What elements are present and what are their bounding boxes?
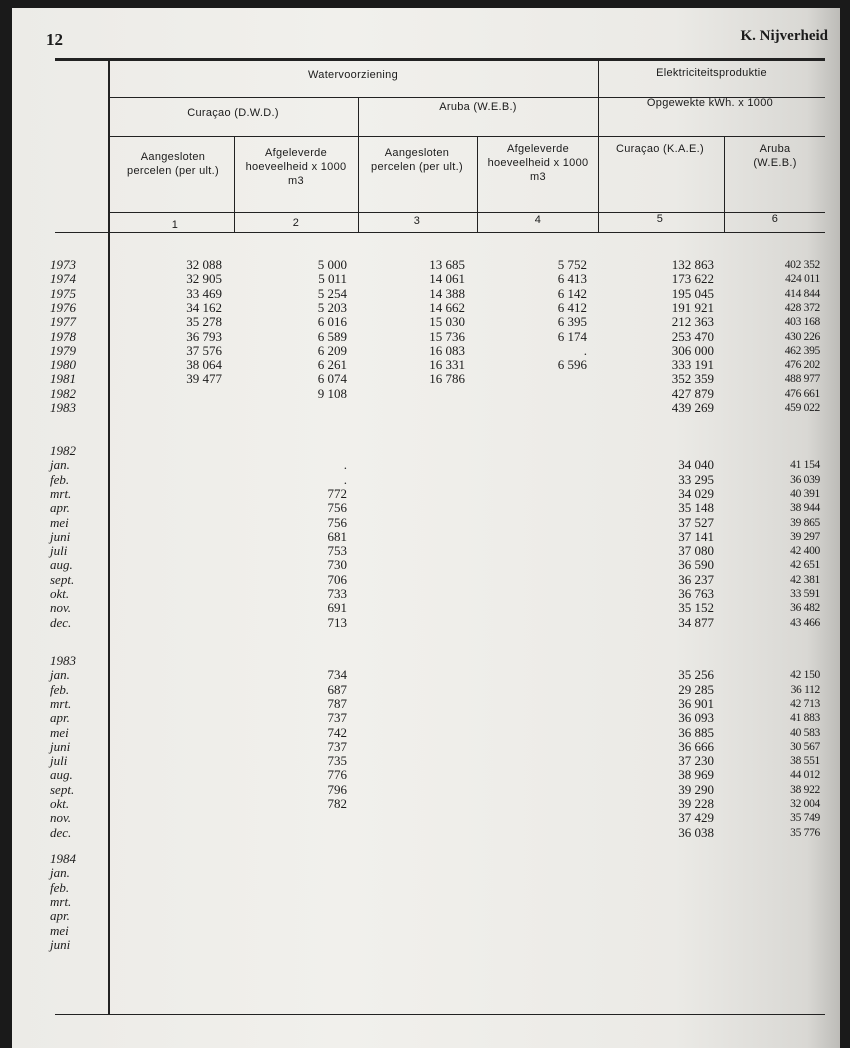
table-cell: 37 141 (678, 528, 714, 544)
section-title: 1982 (50, 443, 76, 458)
column-number-1: 1 (171, 219, 179, 231)
table-cell: 30 567 (790, 740, 820, 753)
table-cell: 430 226 (784, 330, 820, 343)
table-cell: 29 285 (678, 681, 714, 697)
row-label: 1974 (50, 271, 76, 287)
table-cell: 352 359 (671, 371, 714, 387)
table-cell: 36 666 (678, 738, 714, 754)
table-cell: 38 064 (186, 357, 222, 373)
table-cell: 42 381 (790, 573, 820, 586)
table-cell: 6 596 (557, 357, 587, 373)
table-cell: 36 590 (678, 557, 714, 573)
row-label: nov. (50, 810, 72, 826)
table-cell: 32 088 (186, 257, 222, 272)
table-cell: 42 651 (790, 559, 820, 572)
header-bottom-rule (55, 232, 825, 233)
row-label: feb. (50, 681, 70, 697)
table-cell: 16 786 (429, 371, 465, 387)
table-cell: 427 879 (671, 385, 714, 401)
row-label: dec. (50, 614, 72, 630)
row-label: dec. (50, 824, 72, 840)
row-label: feb. (50, 471, 70, 487)
row-label: 1979 (50, 342, 76, 358)
column-number-6: 6 (771, 213, 779, 225)
table-cell: 462 395 (784, 344, 820, 357)
table-cell: 5 011 (318, 271, 347, 287)
column-number-2: 2 (292, 217, 300, 229)
table-cell: 13 685 (429, 257, 465, 272)
row-label: juni (50, 528, 71, 544)
row-label: okt. (50, 586, 70, 601)
table-cell: 776 (327, 767, 347, 783)
table-cell: 737 (327, 738, 347, 754)
table-cell: 306 000 (671, 342, 714, 358)
stub-divider (108, 58, 110, 1014)
header-col6: Aruba (W.E.B.) (753, 143, 797, 169)
row-label: 1980 (50, 357, 76, 373)
table-cell: 40 391 (790, 487, 820, 500)
table-cell: . (583, 342, 587, 358)
row-label: apr. (50, 710, 70, 726)
table-cell: 36 237 (678, 571, 714, 587)
row-label: jan. (50, 457, 70, 473)
table-cell: 33 295 (678, 471, 714, 487)
column-divider (724, 136, 725, 232)
table-cell: 428 372 (784, 301, 820, 314)
table-cell: 6 142 (557, 285, 587, 301)
table-cell: 36 763 (678, 586, 714, 601)
row-label: nov. (50, 600, 72, 616)
table-cell: 36 793 (186, 328, 222, 344)
table-cell: 34 029 (678, 485, 714, 501)
table-cell: 16 331 (429, 357, 465, 373)
table-cell: 15 030 (429, 314, 465, 330)
section-title: 1984 (50, 851, 76, 866)
table-bottom-rule (55, 1014, 825, 1015)
header-col5: Curaçao (K.A.E.) (616, 143, 704, 155)
table-cell: 173 622 (671, 271, 714, 287)
table-cell: 459 022 (784, 402, 820, 414)
table-cell: 35 148 (678, 500, 714, 516)
table-cell: 35 278 (186, 314, 222, 330)
table-cell: 36 112 (790, 683, 820, 696)
table-cell: 787 (327, 695, 347, 711)
header-rule (108, 136, 825, 137)
column-number-5: 5 (656, 213, 664, 225)
header-col4: Afgeleverde hoeveelheid x 1000 m3 (487, 143, 589, 183)
table-cell: 36 038 (678, 824, 714, 840)
table-cell: 33 591 (790, 588, 820, 600)
row-label: sept. (50, 571, 75, 587)
row-label: juli (50, 543, 68, 559)
column-divider (358, 97, 359, 232)
header-col2: Afgeleverde hoeveelheid x 1000 m3 (245, 147, 347, 187)
table-cell: 36 482 (790, 602, 820, 615)
row-label: 1978 (50, 328, 76, 344)
table-cell: 681 (327, 528, 347, 544)
table-cell: 191 921 (671, 299, 714, 315)
table-cell: 734 (327, 667, 347, 683)
table-cell: 6 209 (317, 342, 347, 358)
table-cell: 402 352 (784, 259, 820, 271)
table-cell: 6 016 (317, 314, 347, 330)
table-cell: 424 011 (785, 273, 820, 286)
table-cell: 5 752 (557, 257, 587, 272)
table-cell: 37 576 (186, 342, 222, 358)
table-cell: 756 (327, 514, 347, 530)
header-electricity: Elektriciteitsproduktie (656, 67, 767, 79)
table-cell: 36 039 (790, 473, 820, 486)
table-cell: 37 429 (678, 810, 714, 826)
row-label: 1975 (50, 285, 76, 301)
table-cell: 39 290 (678, 781, 714, 797)
table-cell: 32 004 (790, 798, 820, 810)
table-cell: 742 (327, 724, 347, 740)
table-cell: 6 074 (317, 371, 347, 387)
table-cell: 6 412 (557, 299, 587, 315)
table-cell: 42 400 (790, 545, 820, 558)
row-label: juli (50, 753, 68, 769)
table-cell: 35 749 (790, 812, 820, 825)
table-cell: 37 080 (678, 543, 714, 559)
row-label: 1976 (50, 299, 76, 315)
table-cell: 796 (327, 781, 347, 797)
table-cell: 6 174 (557, 328, 587, 344)
row-label: aug. (50, 557, 73, 573)
table-cell: 34 162 (186, 299, 222, 315)
row-label: jan. (50, 667, 70, 683)
table-cell: 38 969 (678, 767, 714, 783)
table-cell: 713 (327, 614, 347, 630)
table-cell: 488 977 (784, 373, 820, 386)
row-label: aug. (50, 767, 73, 783)
header-curacao-dwd: Curaçao (D.W.D.) (187, 107, 279, 119)
table-cell: 41 883 (790, 712, 820, 725)
table-cell: 5 254 (317, 285, 347, 301)
table-cell: 772 (327, 485, 347, 501)
header-generated: Opgewekte kWh. x 1000 (646, 97, 774, 109)
table-cell: 5 000 (317, 257, 347, 272)
row-label: jan. (50, 865, 70, 881)
column-divider (598, 58, 599, 232)
table-cell: 32 905 (186, 271, 222, 287)
row-label: apr. (50, 908, 70, 924)
table-cell: 34 877 (678, 614, 714, 630)
table-cell: 36 901 (678, 695, 714, 711)
table-cell: 14 388 (429, 285, 465, 301)
table-cell: 35 776 (790, 826, 820, 839)
table-cell: 6 413 (557, 271, 587, 287)
table-top-rule (55, 58, 825, 61)
table-cell: 36 885 (678, 724, 714, 740)
row-label: sept. (50, 781, 75, 797)
table-cell: 733 (327, 586, 347, 601)
table-cell: 34 040 (678, 457, 714, 473)
table-cell: 38 922 (790, 783, 820, 796)
row-label: okt. (50, 796, 70, 811)
table-cell: 15 736 (429, 328, 465, 344)
row-label: juni (50, 936, 71, 952)
row-label: apr. (50, 500, 70, 516)
table-cell: 253 470 (671, 328, 714, 344)
page-number: 12 (46, 30, 63, 49)
table-cell: 41 154 (790, 459, 820, 472)
table-cell: 35 256 (678, 667, 714, 683)
header-col1: Aangesloten percelen (per ult.) (127, 151, 219, 177)
table-cell: 33 469 (186, 285, 222, 301)
row-label: mrt. (50, 485, 72, 501)
table-cell: 737 (327, 710, 347, 726)
row-label: 1981 (50, 371, 76, 387)
table-cell: 9 108 (317, 385, 347, 401)
header-col3: Aangesloten percelen (per ult.) (371, 147, 463, 173)
chapter-title: K. Nijverheid (740, 28, 828, 44)
column-divider (234, 136, 235, 232)
table-cell: 37 230 (678, 753, 714, 769)
row-label: 1983 (50, 400, 76, 415)
table-cell: 5 203 (317, 299, 347, 315)
table-cell: 195 045 (671, 285, 714, 301)
table-cell: 6 261 (317, 357, 347, 373)
table-cell: 38 944 (790, 502, 820, 515)
table-cell: . (343, 471, 347, 487)
table-cell: 414 844 (784, 287, 820, 300)
table-cell: 782 (327, 796, 347, 811)
table-cell: 39 228 (678, 796, 714, 811)
header-water: Watervoorziening (308, 69, 398, 81)
section-title: 1983 (50, 653, 76, 668)
table-cell: 42 713 (790, 697, 820, 710)
table-cell: 14 061 (429, 271, 465, 287)
header-aruba-web: Aruba (W.E.B.) (439, 101, 517, 113)
table-cell: 212 363 (671, 314, 714, 330)
table-cell: 44 012 (790, 769, 820, 782)
row-label: mrt. (50, 893, 72, 909)
table-cell: 42 150 (790, 669, 820, 682)
table-cell: 39 865 (790, 516, 820, 529)
row-label: feb. (50, 879, 70, 895)
table-cell: 687 (327, 681, 347, 697)
row-label: 1977 (50, 314, 76, 330)
table-cell: 753 (327, 543, 347, 559)
table-cell: 43 466 (790, 616, 820, 629)
table-cell: 38 551 (790, 755, 820, 768)
column-number-4: 4 (534, 214, 542, 226)
row-label: mei (50, 514, 69, 530)
table-cell: 35 152 (678, 600, 714, 616)
table-cell: 691 (327, 600, 347, 616)
header-rule (108, 212, 825, 213)
row-label: mei (50, 724, 69, 740)
table-cell: 476 202 (784, 359, 820, 372)
table-cell: 36 093 (678, 710, 714, 726)
table-cell: 706 (327, 571, 347, 587)
table-cell: 735 (327, 753, 347, 769)
table-cell: 132 863 (671, 257, 714, 272)
table-cell: 14 662 (429, 299, 465, 315)
column-divider (477, 136, 478, 232)
row-label: mei (50, 922, 69, 938)
table-cell: 333 191 (671, 357, 714, 373)
table-cell: 476 661 (784, 387, 820, 400)
table-cell: 756 (327, 500, 347, 516)
table-cell: 39 297 (790, 530, 820, 543)
row-label: 1973 (50, 257, 76, 272)
table-cell: 40 583 (790, 726, 820, 739)
table-cell: 439 269 (671, 400, 714, 415)
table-cell: 730 (327, 557, 347, 573)
table-cell: 37 527 (678, 514, 714, 530)
table-cell: 16 083 (429, 342, 465, 358)
table-cell: 6 589 (317, 328, 347, 344)
row-label: juni (50, 738, 71, 754)
table-cell: 6 395 (557, 314, 587, 330)
table-cell: 39 477 (186, 371, 222, 387)
table-cell: 403 168 (784, 316, 820, 329)
table-cell: . (343, 457, 347, 473)
row-label: 1982 (50, 385, 76, 401)
column-number-3: 3 (413, 215, 421, 227)
row-label: mrt. (50, 695, 72, 711)
